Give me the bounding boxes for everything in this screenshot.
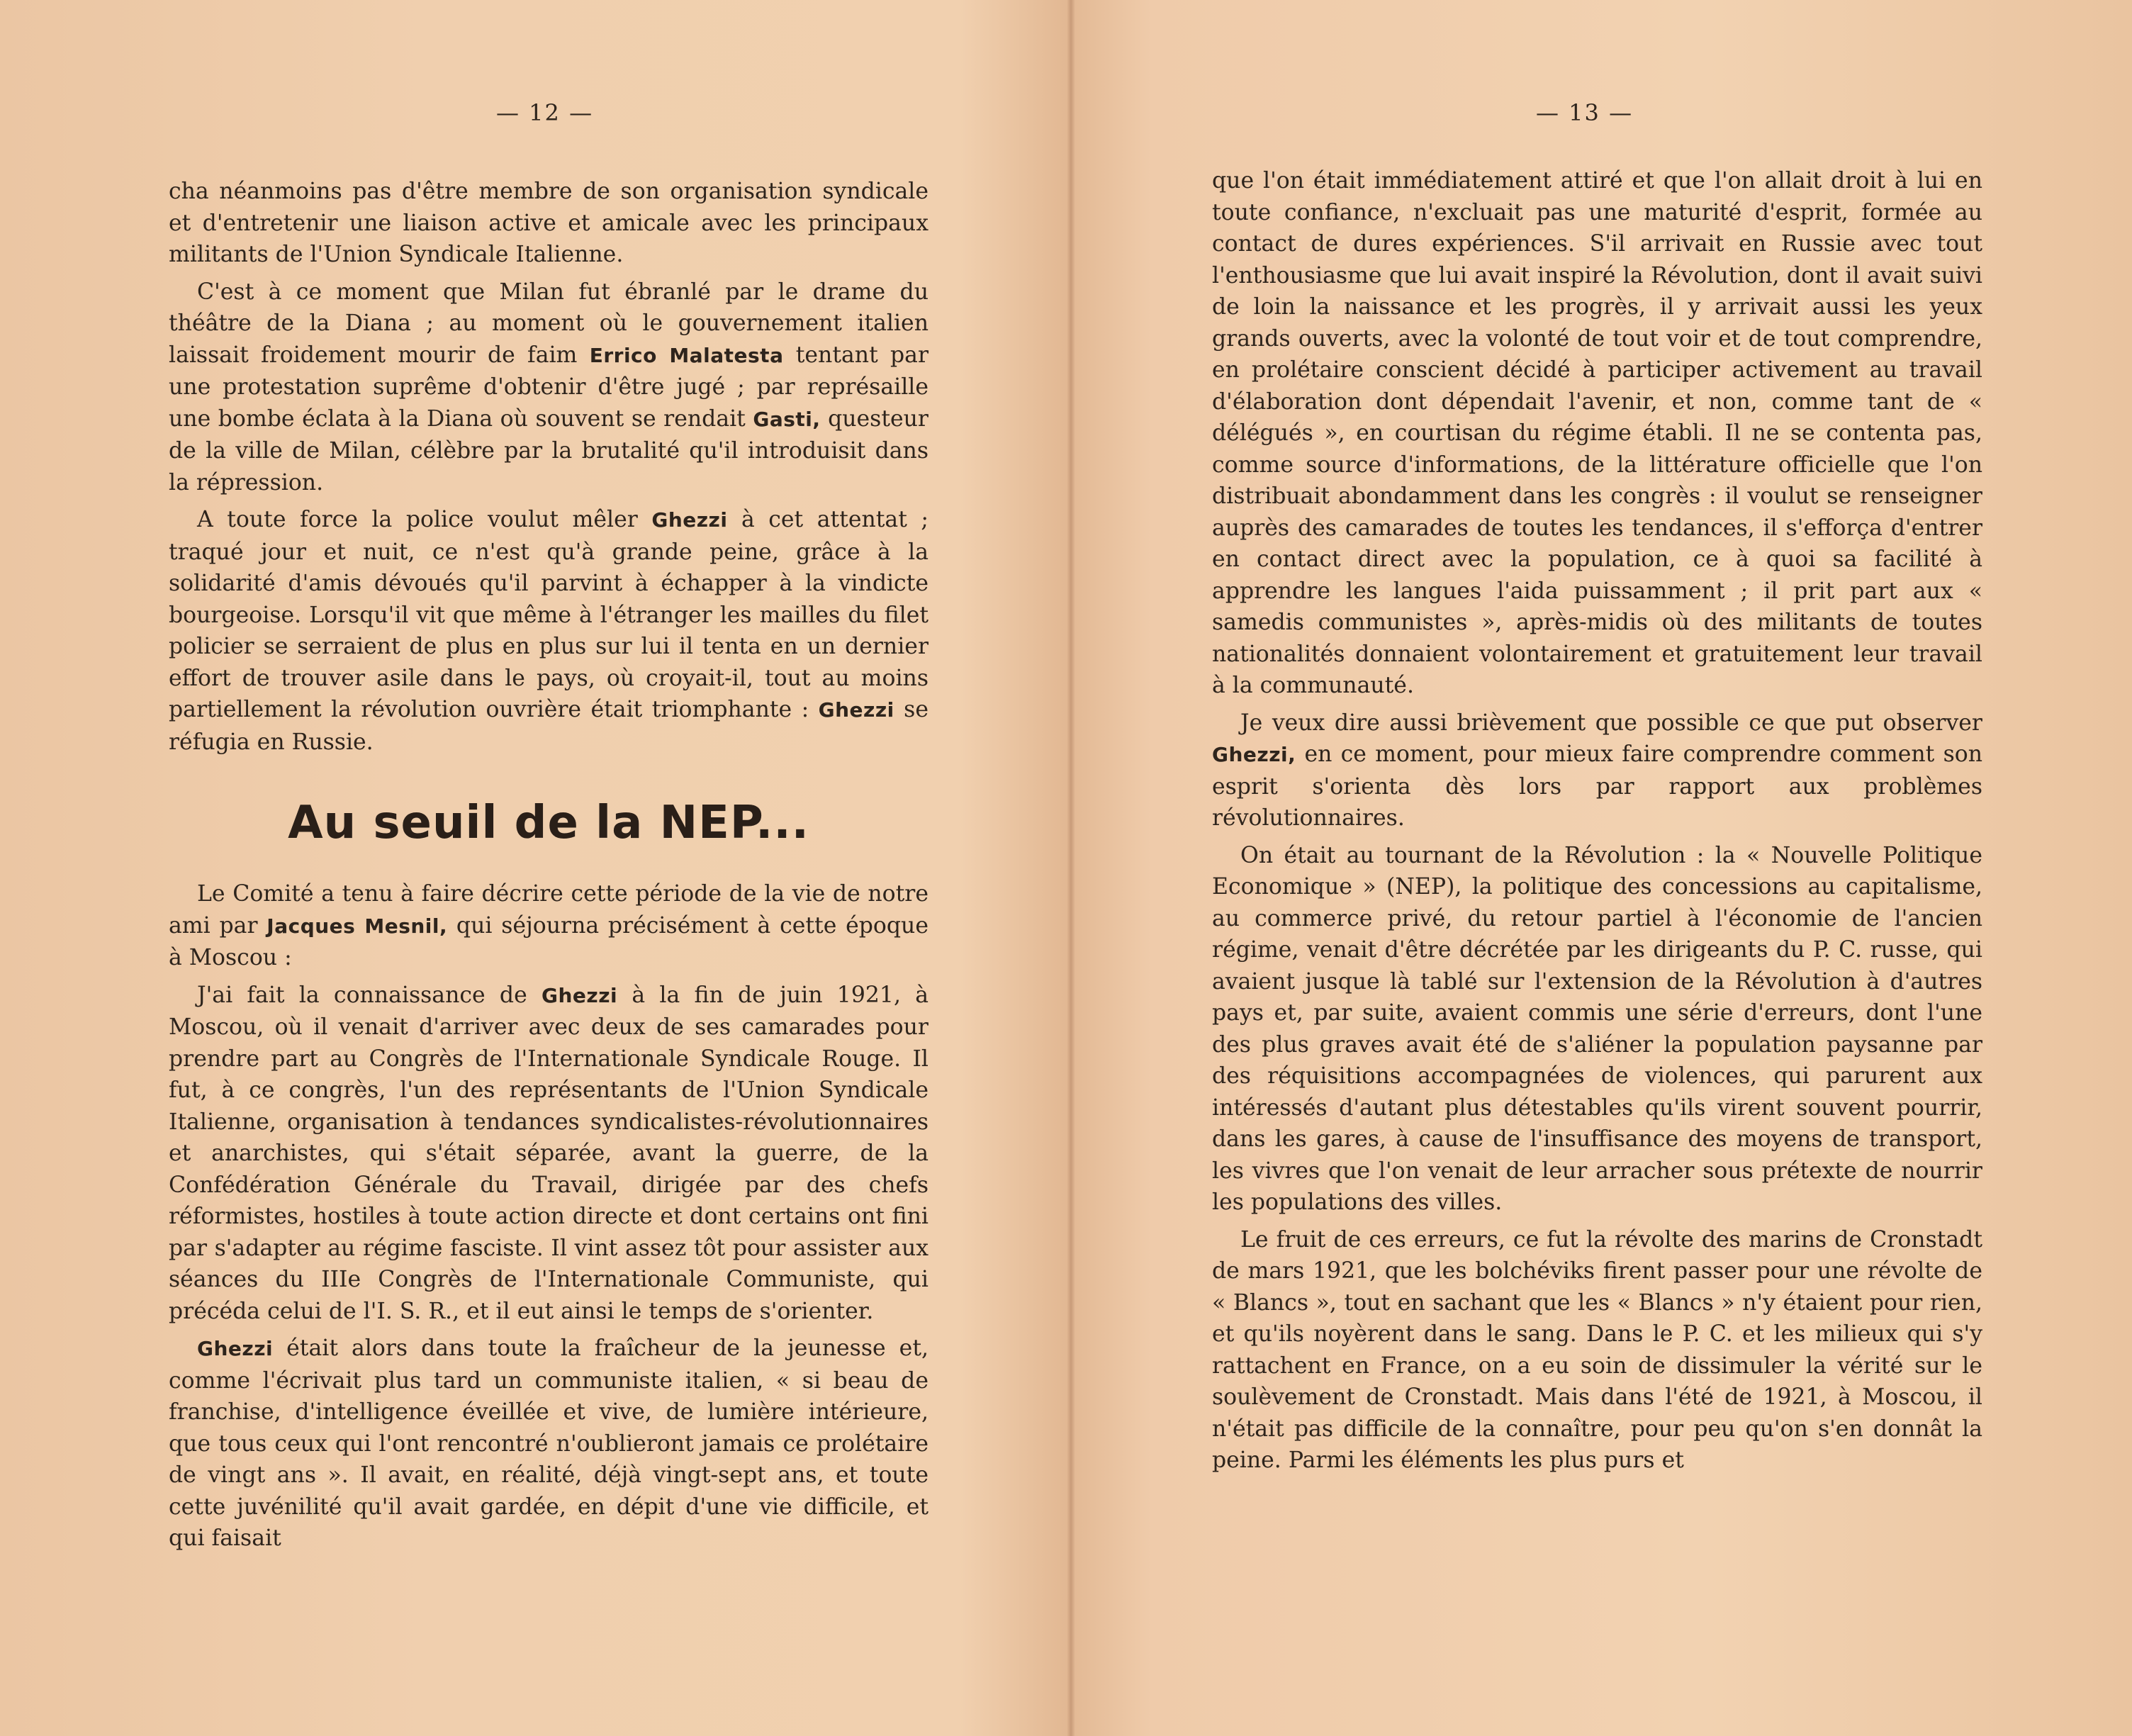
person-name: Errico Malatesta (589, 343, 784, 367)
paragraph-text: était alors dans toute la fraîcheur de la jeunesse et, comme l'écrivait plus tard un communiste italien, « si beau de franchise, d'intelligence éveillée et vive, de lumière intérieure, que tous ceux qui l'ont rencontré n'oublieront jamais ce prolétaire de vingt ans ». Il avait, en réalité, déjà vingt-sept ans, et toute cette juvénilité qu'il avait gardée, en dépit d'une vie difficile, et qui faisait (169, 1335, 928, 1551)
book-gutter (1067, 0, 1075, 1736)
person-name: Ghezzi, (1212, 743, 1296, 766)
person-name: Ghezzi (818, 698, 894, 722)
text-column (169, 176, 928, 1560)
paragraph (169, 878, 928, 974)
text-column (1212, 165, 1982, 1482)
person-name: Ghezzi (197, 1337, 274, 1360)
paragraph (1212, 1224, 1982, 1477)
paragraph-text: Le fruit de ces erreurs, ce fut la révolte des marins de Cronstadt de mars 1921, que les bolchéviks firent passer pour une révolte de « Blancs », tout en sachant que les « Blancs » n'y étaient pour rien, et qu'ils noyèrent dans le sang. Dans le P. C. et les milieux qui s'y rattachent en France, on a eu soin de dissimuler la vérité sur le soulèvement de Cronstadt. Mais dans l'été de 1921, à Moscou, il n'était pas difficile de la connaître, pour peu qu'on s'en donnât la peine. Parmi les éléments les plus purs et (1212, 1226, 1982, 1473)
paragraph-text: C'est à ce moment que Milan fut ébranlé par le drame du théâtre de la Diana ; au moment où le gouvernement italien laissait froidement mourir de faim (169, 279, 928, 368)
paragraph-text: questeur de la ville de Milan, célèbre par la brutalité qu'il introduisit dans la répression. (169, 405, 928, 495)
paragraph-text: J'ai fait la connaissance de (197, 982, 542, 1008)
paragraph-text: à cet attentat ; traqué jour et nuit, ce n'est qu'à grande peine, grâce à la solidarité d'amis dévoués qu'il parvint à échapper à la vindicte bourgeoise. Lorsqu'il vit que même à l'étranger les mailles du filet policier se serraient de plus en plus sur lui il tenta en un dernier effort de trouver asile dans le pays, où croyait-il, tout au moins partiellement la révolution ouvrière était triomphante : (169, 507, 928, 722)
person-name: Jacques Mesnil, (266, 914, 448, 938)
paragraph (1212, 707, 1982, 834)
right-page (1075, 0, 2132, 1736)
paragraph (169, 980, 928, 1328)
section-heading: Au seuil de la NEP... (288, 797, 809, 849)
paragraph (169, 1333, 928, 1555)
paragraph-text: en ce moment, pour mieux faire comprendre comment son esprit s'orienta dès lors par rapport aux problèmes révolutionnaires. (1212, 741, 1982, 831)
paragraph-text: Le Comité a tenu à faire décrire cette période de la vie de notre ami par (169, 881, 928, 939)
paragraph-text: se réfugia en Russie. (169, 697, 928, 755)
paragraph-text: à la fin de juin 1921, à Moscou, où il venait d'arriver avec deux de ses camarades pour prendre part au Congrès de l'Internationale Syndicale Rouge. Il fut, à ce congrès, l'un des représentants de l'Union Syndicale Italienne, organisation à tendances syndicalistes-révolutionnaires et anarchistes, qui s'était séparée, avant la guerre, de la Confédération Générale du Travail, dirigée par des chefs réformistes, hostiles à toute action directe et dont certains ont fini par s'adapter au régime fasciste. Il vint assez tôt pour assister aux séances du IIIe Congrès de l'Internationale Communiste, qui précéda celui de l'I. S. R., et il eut ainsi le temps de s'orienter. (169, 982, 929, 1324)
paragraph-text: tentant par une protestation suprême d'obtenir d'être jugé ; par représaille une bombe éclata à la Diana où souvent se rendait (169, 342, 929, 432)
paragraph-text: cha néanmoins pas d'être membre de son organisation syndicale et d'entretenir une liaison active et amicale avec les principaux militants de l'Union Syndicale Italienne. (169, 179, 928, 267)
paragraph-text: On était au tournant de la Révolution : la « Nouvelle Politique Economique » (NEP), la politique des concessions au capitalisme, au commerce privé, du retour partiel à l'économie de l'ancien régime, venait d'être décrétée par les dirigeants du P. C. russe, qui avaient jusque là tablé sur l'extension de la Révolution à d'autres pays et, par suite, avaient commis une série d'erreurs, dont l'une des plus graves avait été de s'aliéner la population paysanne par des réquisitions accompagnées de violences, qui parurent aux intéressés d'autant plus détestables qu'ils virent souvent pourrir, dans les gares, à cause de l'insuffisance des moyens de transport, les vivres que l'on venait de leur arracher sous prétexte de nourrir les populations des villes. (1212, 842, 1982, 1215)
paragraph (169, 276, 928, 499)
person-name: Gasti, (753, 407, 821, 431)
paragraph (169, 176, 928, 271)
page-number: — 13 — (1536, 99, 1634, 126)
person-name: Ghezzi (541, 983, 618, 1007)
paragraph (1212, 840, 1982, 1219)
paragraph-text: A toute force la police voulut mêler (197, 507, 652, 532)
paragraph-text: que l'on était immédiatement attiré et que l'on allait droit à lui en toute confiance, n'excluait pas une maturité d'esprit, formée au contact de dures expériences. S'il arrivait en Russie avec tout l'enthousiasme que lui avait inspiré la Révolution, dont il avait suivi de loin la naissance et les progrès, il y arrivait aussi les yeux grands ouverts, avec la volonté de tout voir et de tout comprendre, en prolétaire conscient décidé à participer activement au travail d'élaboration dont dépendait l'avenir, et non, comme tant de « délégués », en courtisan du régime établi. Il ne se contenta pas, comme source d'informations, de la littérature officielle que l'on distribuait abondamment dans les congrès : il voulut se renseigner auprès des camarades de toutes les tendances, il s'efforça d'entrer en contact direct avec la population, ce à quoi sa facilité à apprendre les langues l'aida puissamment ; il prit part aux « samedis communistes », après-midis où des militants de toutes nationalités donnaient volontairement et gratuitement leur travail à la communauté. (1212, 168, 1982, 698)
page-number: — 12 — (496, 99, 594, 126)
paragraph-text: qui séjourna précisément à cette époque à Moscou : (169, 912, 928, 970)
paragraph (1212, 165, 1982, 702)
paragraph-text: Je veux dire aussi brièvement que possible ce que put observer (1240, 710, 1982, 736)
paragraph (169, 504, 928, 758)
person-name: Ghezzi (651, 508, 728, 532)
